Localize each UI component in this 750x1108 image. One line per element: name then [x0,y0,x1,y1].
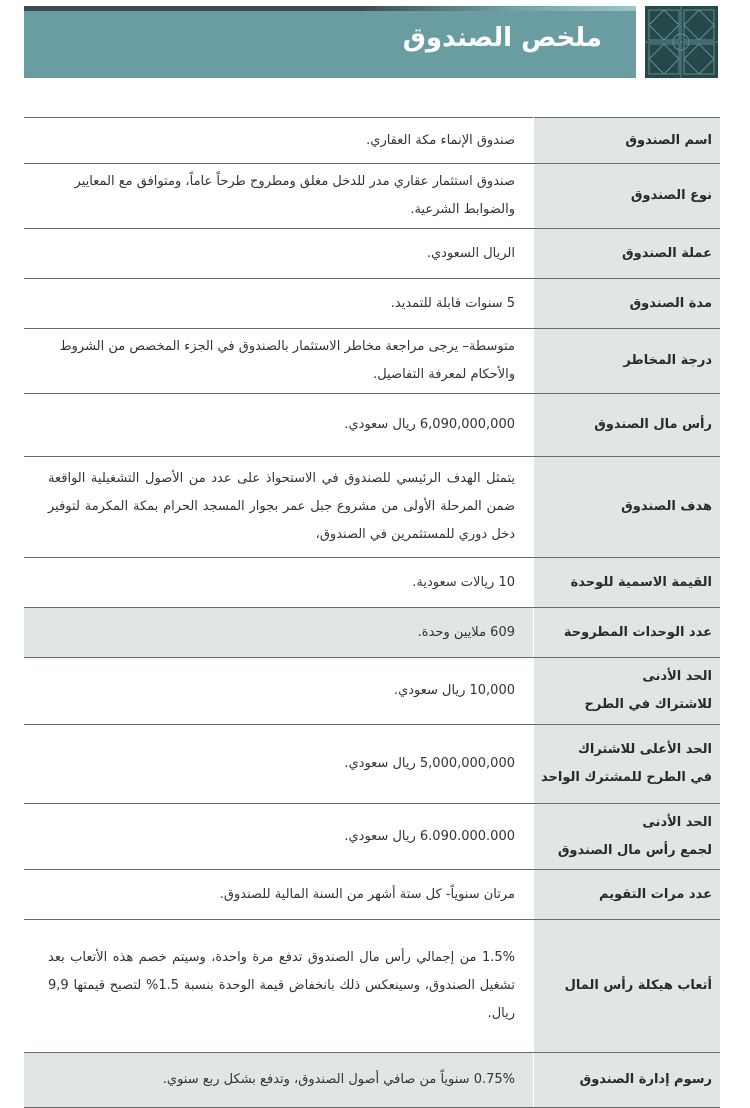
row-fund-currency [24,229,720,279]
value-structuring-fee: 1.5% من إجمالي رأس مال الصندوق تدفع مرة واحدة، وسيتم خصم هذه الأتعاب بعد تشغيل الصندوق، وسينعكس ذلك بانخفاض قيمة الوحدة بنسبة 1.5% لتصبح قيمتها 9,9 ريال. [24,920,534,1053]
row-fund-objective [24,457,720,558]
label-valuation-frequency: عدد مرات التقويم [534,870,721,920]
value-min-capital-raise: 6.090.000.000 ريال سعودي. [24,804,534,870]
value-fund-type: صندوق استثمار عقاري مدر للدخل مغلق ومطروح طرحاً عاماً، ومتوافق مع المعايير والضوابط الشرعية. [24,164,534,229]
row-nominal-value [24,558,720,608]
label-fund-type: نوع الصندوق [534,164,721,229]
row-structuring-fee [24,920,720,1053]
label-management-fee: رسوم إدارة الصندوق [534,1053,721,1108]
geometric-pattern-logo [645,6,718,78]
value-valuation-frequency: مرتان سنوياً- كل ستة أشهر من السنة المالية للصندوق. [24,870,534,920]
label-risk-level: درجة المخاطر [534,329,721,394]
value-max-subscription: 5,000,000,000 ريال سعودي. [24,725,534,804]
label-fund-currency: عملة الصندوق [534,229,721,279]
label-line-1: الحد الأدنى [642,669,712,684]
row-min-subscription [24,658,720,725]
value-fund-capital: 6,090,000,000 ريال سعودي. [24,394,534,457]
label-line-2: في الطرح للمشترك الواحد [541,770,712,785]
label-min-capital-raise [534,804,721,870]
label-line-1: الحد الأعلى للاشتراك [577,742,712,757]
value-units-offered: 609 ملايين وحدة. [24,608,534,658]
page-title: ملخص الصندوق [402,23,602,53]
value-fund-currency: الريال السعودي. [24,229,534,279]
row-risk-level [24,329,720,394]
label-structuring-fee: أتعاب هيكلة رأس المال [534,920,721,1053]
label-line-1: الحد الأدنى [642,814,712,830]
label-max-subscription [534,725,721,804]
value-management-fee: 0.75% سنوياً من صافي أصول الصندوق، وتدفع بشكل ربع سنوي. [24,1053,534,1108]
row-max-subscription [24,725,720,804]
value-min-subscription: 10,000 ريال سعودي. [24,658,534,725]
value-risk-level: متوسطة– يرجى مراجعة مخاطر الاستثمار بالصندوق في الجزء المخصص من الشروط والأحكام لمعرفة التفاصيل. [24,329,534,394]
label-fund-objective: هدف الصندوق [534,457,721,558]
row-valuation-frequency [24,870,720,920]
row-units-offered [24,608,720,658]
label-fund-duration: مدة الصندوق [534,279,721,329]
row-management-fee [24,1053,720,1108]
row-fund-capital [24,394,720,457]
value-fund-objective: يتمثل الهدف الرئيسي للصندوق في الاستحواذ على عدد من الأصول التشغيلية الواقعة ضمن المرحلة الأولى من مشروع جبل عمر بجوار المسجد الحرام بمكة المكرمة لتوفير دخل دوري للمستثمرين في الصندوق، [24,457,534,558]
value-nominal-value: 10 ريالات سعودية. [24,558,534,608]
label-fund-name: اسم الصندوق [534,118,721,164]
label-nominal-value: القيمة الاسمية للوحدة [534,558,721,608]
label-line-2: لجمع رأس مال الصندوق [557,842,712,858]
row-fund-duration [24,279,720,329]
label-min-subscription [534,658,721,725]
value-fund-name: صندوق الإنماء مكة العقاري. [24,118,534,164]
header-banner [24,11,636,78]
row-fund-name [24,118,720,164]
value-fund-duration: 5 سنوات قابلة للتمديد. [24,279,534,329]
label-units-offered: عدد الوحدات المطروحة [534,608,721,658]
fund-summary-table [24,117,720,1108]
label-line-2: للاشتراك في الطرح [584,697,712,712]
label-fund-capital: رأس مال الصندوق [534,394,721,457]
row-min-capital-raise [24,804,720,870]
row-fund-type [24,164,720,229]
